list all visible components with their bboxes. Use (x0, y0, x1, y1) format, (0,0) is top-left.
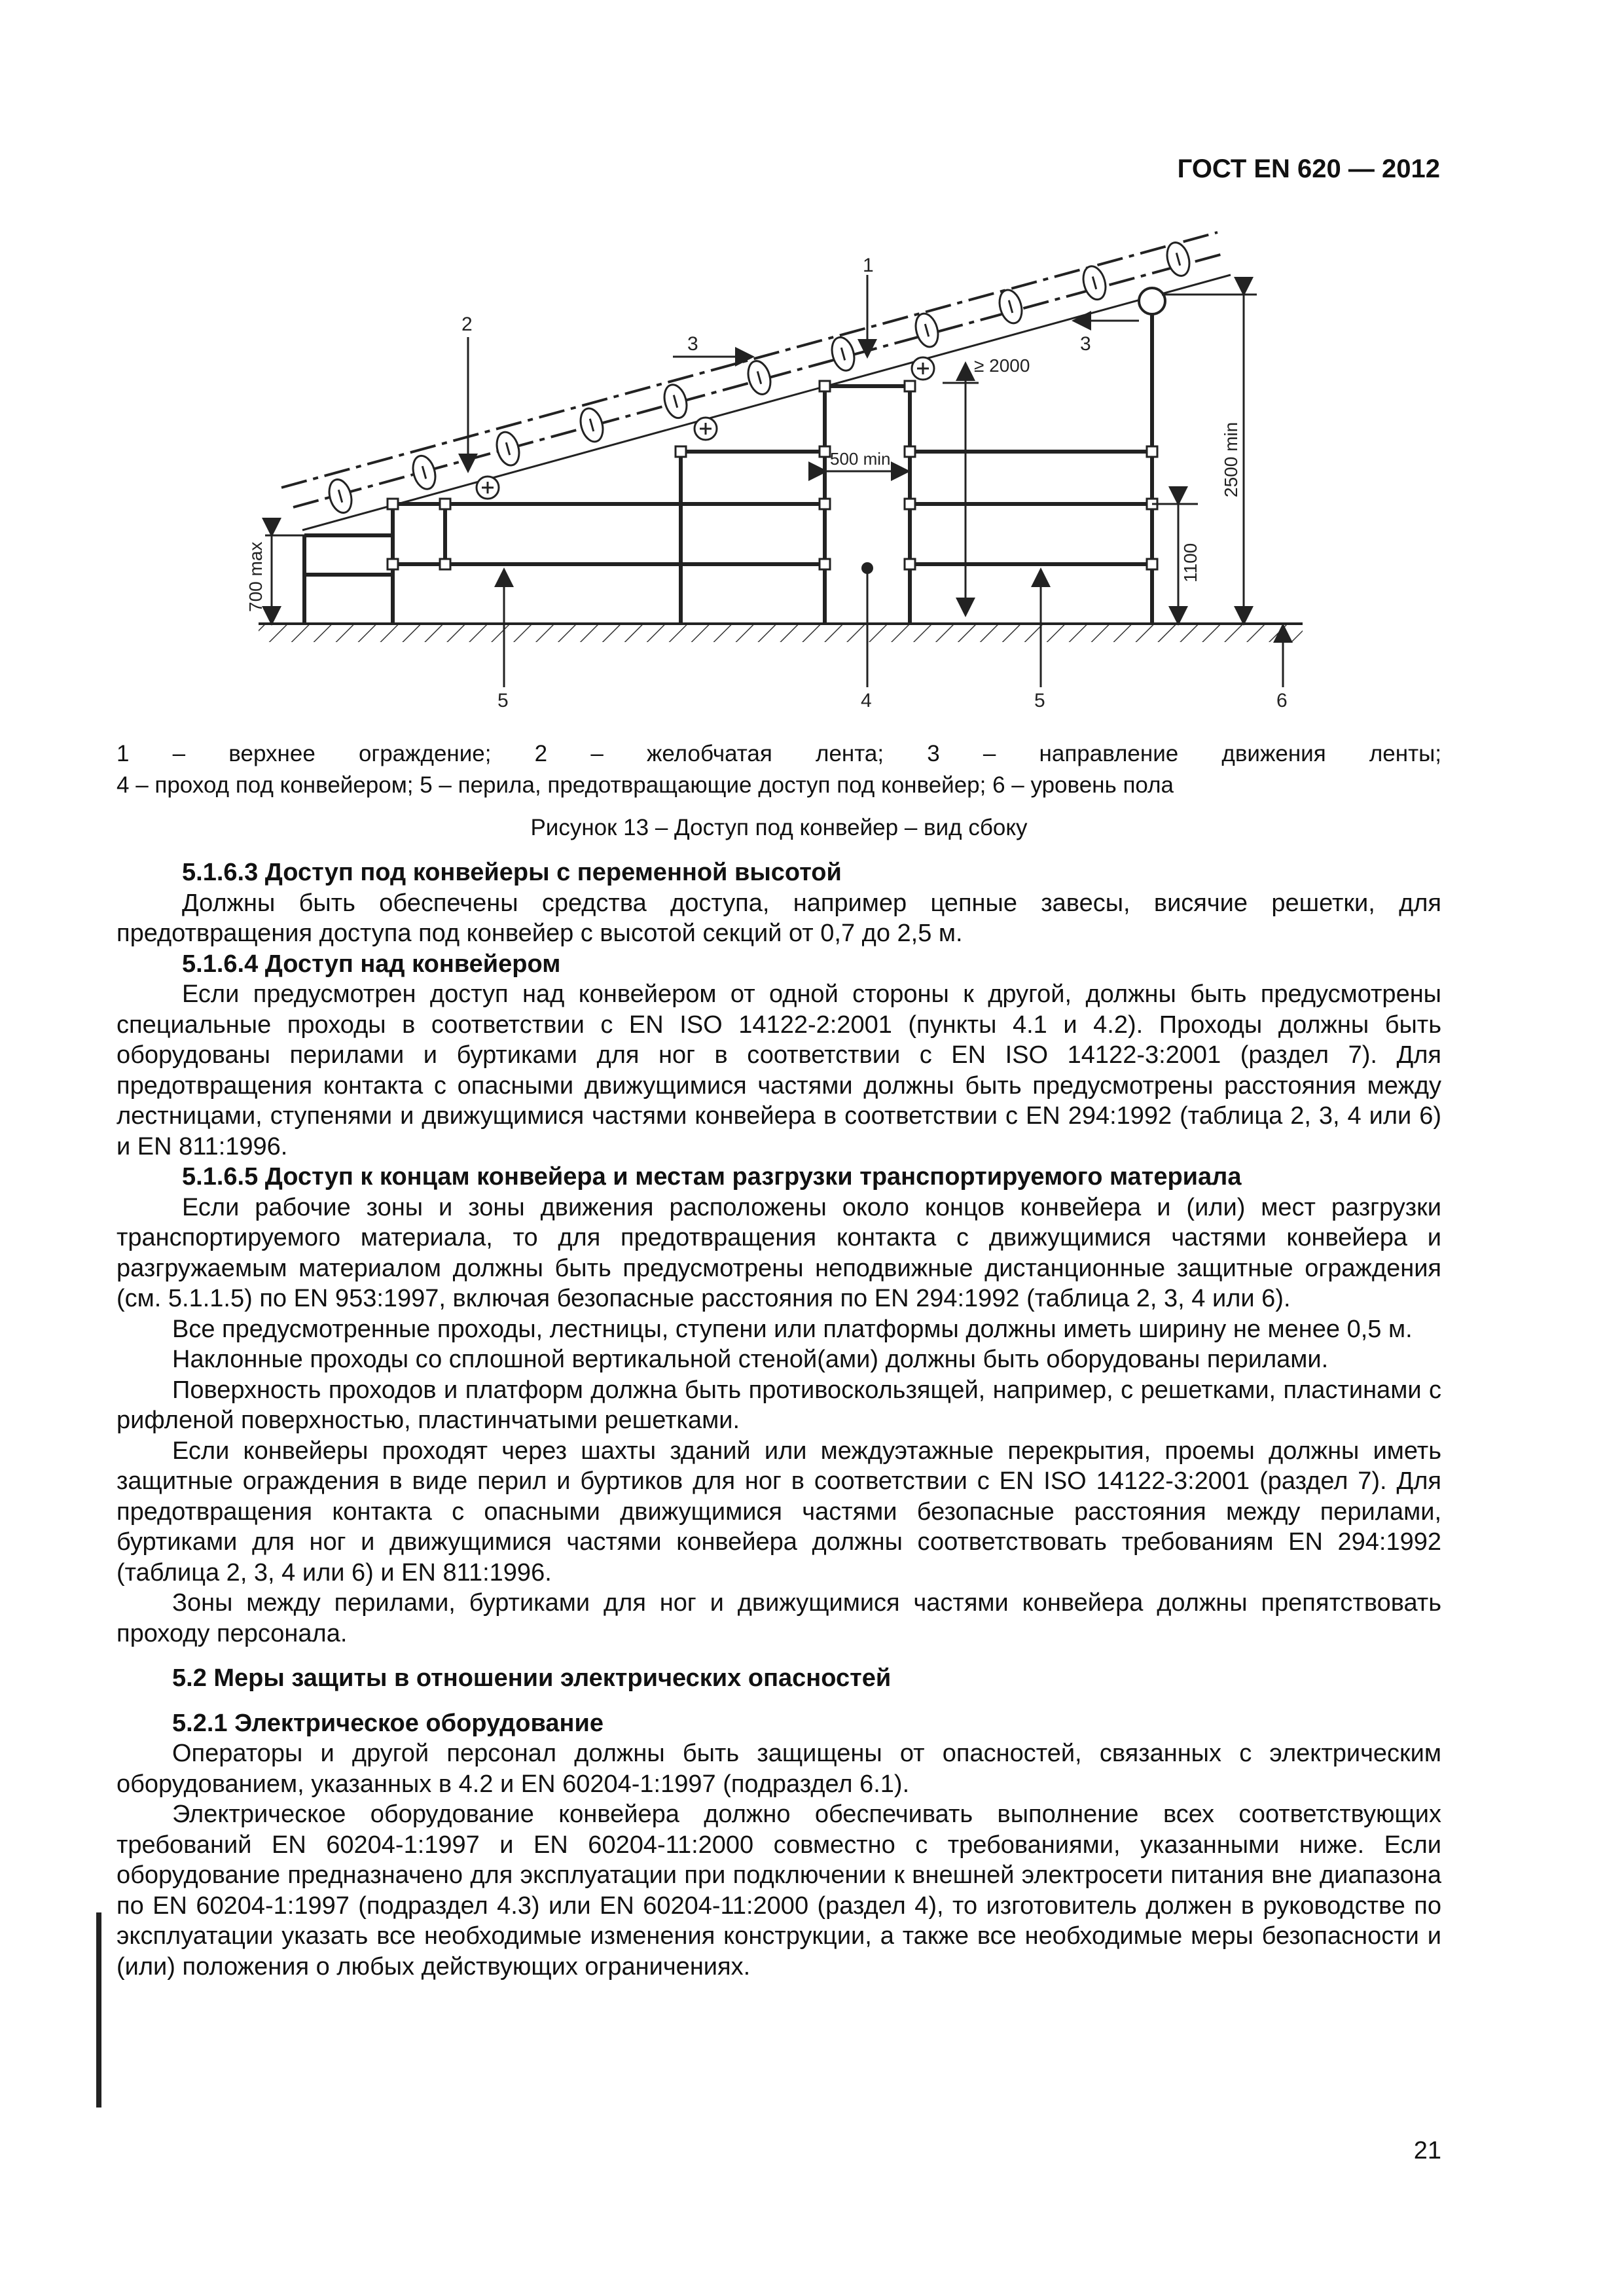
heading-5-2-1: 5.2.1 Электрическое оборудование (172, 1709, 604, 1737)
dim-ge-2000: ≥ 2000 (974, 355, 1030, 376)
callout-2: 2 (461, 314, 473, 335)
dim-700-max: 700 max (245, 541, 266, 612)
heading-5-1-6-5: 5.1.6.5 Доступ к концам конвейера и местам разгрузки транспортируемого материала (182, 1163, 1242, 1191)
paragraph: Операторы и другой персонал должны быть защищены от опасностей, связанных с электрическим оборудованием, указанных в 4.2 и EN 60204-1:1997 (подраздел 6.1). (117, 1740, 1441, 1798)
paragraph: Должны быть обеспечены средства доступа, например цепные завесы, висячие решетки, для предотвращения доступа под конвейер с высотой секций от 0,7 до 2,5 м. (117, 889, 1441, 947)
callout-4: 4 (861, 690, 872, 711)
paragraph: Зоны между перилами, буртиками для ног и движущимися частями конвейера должны препятствовать проходу персонала. (117, 1589, 1441, 1647)
legend-line-2: 4 – проход под конвейером; 5 – перила, предотвращающие доступ под конвейер; 6 – уровень пола (117, 772, 1174, 798)
callout-1: 1 (863, 255, 874, 276)
callout-3a: 3 (687, 333, 698, 355)
heading-5-1-6-3: 5.1.6.3 Доступ под конвейеры с переменной высотой (182, 859, 842, 886)
paragraph: Электрическое оборудование конвейера должно обеспечивать выполнение всех соответствующих требований EN 60204-1:1997 и EN 60204-11:2000 совместно с требованиями, указанными ниже. Если оборудование предназначено для эксплуатации при подключении к внешней электросети питания вне диапазона по EN 60204-1:1997 (подраздел 4.3) или EN 60204-11:2000 (раздел 4), то изготовитель должен в руководстве по эксплуатации указать все необходимые изменения конструкции, а также все необходимые меры безопасности и (или) положения о любых действующих ограничениях. (117, 1801, 1441, 1981)
callout-5b: 5 (1034, 690, 1045, 711)
return-rollers (477, 357, 934, 499)
paragraph: Наклонные проходы со сплошной вертикальной стеной(ами) должны быть оборудованы перилами. (172, 1346, 1329, 1373)
paragraph: Если конвейеры проходят через шахты зданий или междуэтажные перекрытия, проемы должны иметь защитные ограждения в виде перил и буртиков для ног в соответствии с EN ISO 14122-3:2001 (раздел 7). Для предотвращения контакта с опасными движущимися частями безопасные расстояния между перилами, буртиками для ног и движущимися частями конвейера должны соответствовать требованиям EN 294:1992 (таблица 2, 3, 4 или 6) и EN 811:1996. (117, 1437, 1441, 1587)
paragraph: Если предусмотрен доступ над конвейером от одной стороны к другой, должны быть предусмотрены специальные проходы в соответствии с EN ISO 14122-2:2001 (пункты 4.1 и 4.2). Проходы должны быть оборудованы перилами и буртиками для ног в соответствии с EN ISO 14122-3:2001 (раздел 7). Для предотвращения контакта с опасными движущимися частями должны быть предусмотрены расстояния между лестницами, ступенями и движущимися частями конвейера в соответствии с EN 294:1992 (таблица 2, 3, 4 или 6) и EN 811:1996. (117, 980, 1441, 1160)
document-header: ГОСТ EN 620 — 2012 (1177, 154, 1440, 183)
floor-level (259, 624, 1303, 642)
conveyor-side-view-figure (0, 0, 1624, 726)
revision-bar (96, 1912, 101, 2108)
paragraph: Если рабочие зоны и зоны движения расположены около концов конвейера и (или) мест разгрузки транспортируемого материала, то для предотвращения контакта с движущимися частями конвейера и разгружаемым материалом должны быть предусмотрены неподвижные дистанционные защитные ограждения (см. 5.1.1.5) по EN 953:1997, включая безопасные расстояния по EN 294:1992 (таблица 2, 3, 4 или 6). (117, 1193, 1441, 1312)
paragraph: Поверхность проходов и платформ должна быть противоскользящей, например, с решетками, пластинами с рифленой поверхностью, пластинчатыми решетками. (117, 1376, 1441, 1434)
legend-line-1: 1 – верхнее ограждение; 2 – желобчатая лента; 3 – направление движения ленты; (117, 741, 1441, 766)
document-body (117, 857, 1441, 1982)
heading-5-1-6-4: 5.1.6.4 Доступ над конвейером (182, 950, 561, 978)
callout-3b: 3 (1080, 333, 1091, 355)
dimension-lines (265, 295, 1257, 624)
dim-2500-min: 2500 min (1221, 422, 1241, 497)
page-number: 21 (1413, 2137, 1441, 2164)
heading-5-2: 5.2 Меры защиты в отношении электрических опасностей (172, 1664, 892, 1692)
dim-1100: 1100 (1180, 543, 1200, 583)
callout-5a: 5 (497, 690, 509, 711)
head-pulley (1139, 288, 1165, 314)
idler-rollers (326, 240, 1193, 516)
figure-legend (117, 738, 1441, 801)
callout-6: 6 (1276, 690, 1288, 711)
walkway-marker (861, 562, 873, 574)
paragraph: Все предусмотренные проходы, лестницы, ступени или платформы должны иметь ширину не менее 0,5 м. (172, 1315, 1413, 1343)
dim-500-min: 500 min (830, 449, 891, 469)
figure-caption: Рисунок 13 – Доступ под конвейер – вид сбоку (530, 815, 1028, 840)
